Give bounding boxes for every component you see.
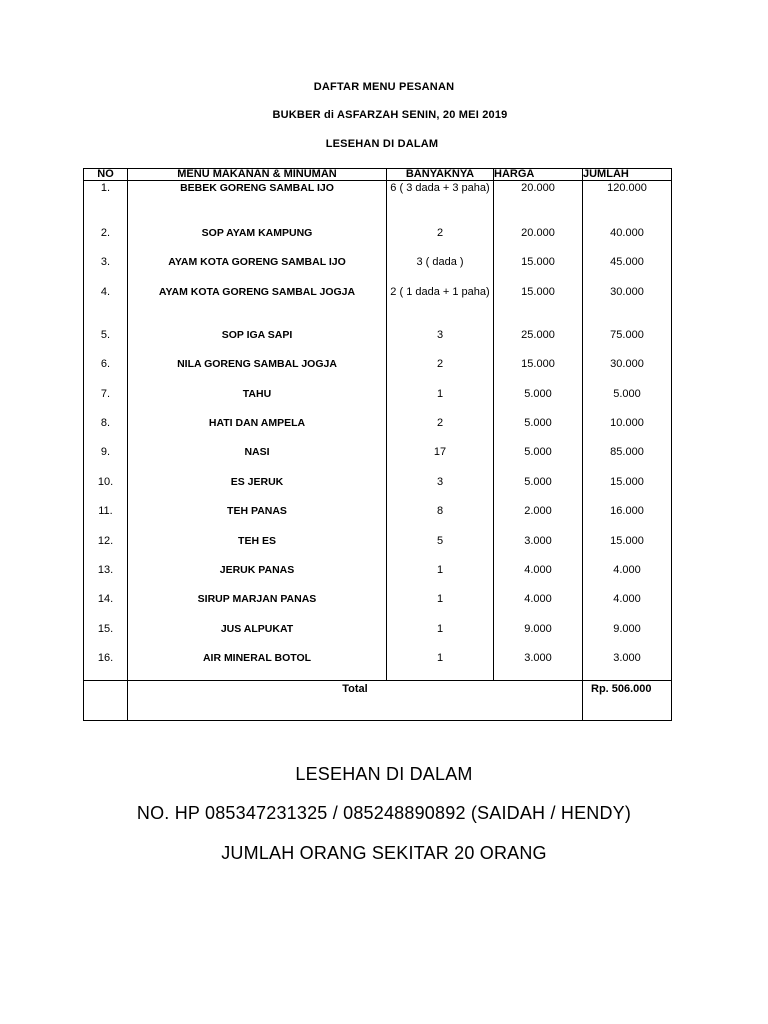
- table-row: [84, 328, 672, 357]
- row-number: 12.: [84, 534, 128, 563]
- row-menu-item: JUS ALPUKAT: [128, 622, 387, 651]
- row-menu-item: SOP AYAM KAMPUNG: [128, 226, 387, 255]
- row-number: 13.: [84, 563, 128, 592]
- table-row: [84, 445, 672, 474]
- row-number: 7.: [84, 387, 128, 416]
- table-row: [84, 226, 672, 255]
- row-price: 3.000: [494, 651, 583, 681]
- row-menu-item: NASI: [128, 445, 387, 474]
- row-menu-item: TEH ES: [128, 534, 387, 563]
- row-price: 20.000: [494, 226, 583, 255]
- row-total: 40.000: [583, 226, 672, 255]
- row-quantity: 2: [387, 357, 494, 386]
- total-row-blank: [84, 681, 128, 721]
- row-total: 4.000: [583, 592, 672, 621]
- row-total: 30.000: [583, 285, 672, 328]
- row-quantity: 1: [387, 387, 494, 416]
- row-price: 5.000: [494, 387, 583, 416]
- row-total: 75.000: [583, 328, 672, 357]
- row-total: 9.000: [583, 622, 672, 651]
- row-quantity: 2 ( 1 dada + 1 paha): [387, 285, 494, 328]
- row-total: 30.000: [583, 357, 672, 386]
- table-row: [84, 181, 672, 227]
- row-menu-item: SOP IGA SAPI: [128, 328, 387, 357]
- row-total: 45.000: [583, 255, 672, 284]
- row-price: 15.000: [494, 255, 583, 284]
- footer-location: LESEHAN DI DALAM: [295, 764, 473, 784]
- table-row: [84, 592, 672, 621]
- row-total: 5.000: [583, 387, 672, 416]
- row-price: 15.000: [494, 285, 583, 328]
- row-price: 3.000: [494, 534, 583, 563]
- row-price: 5.000: [494, 416, 583, 445]
- row-number: 14.: [84, 592, 128, 621]
- table-row: [84, 651, 672, 681]
- row-menu-item: AYAM KOTA GORENG SAMBAL IJO: [128, 255, 387, 284]
- row-number: 5.: [84, 328, 128, 357]
- row-quantity: 8: [387, 504, 494, 533]
- row-total: 10.000: [583, 416, 672, 445]
- row-menu-item: NILA GORENG SAMBAL JOGJA: [128, 357, 387, 386]
- row-number: 8.: [84, 416, 128, 445]
- row-number: 4.: [84, 285, 128, 328]
- table-row: [84, 416, 672, 445]
- document-title: DAFTAR MENU PESANAN: [313, 81, 455, 93]
- row-number: 6.: [84, 357, 128, 386]
- row-total: 85.000: [583, 445, 672, 474]
- row-total: 15.000: [583, 475, 672, 504]
- table-row: [84, 622, 672, 651]
- total-value: Rp. 506.000: [583, 681, 672, 721]
- row-menu-item: TEH PANAS: [128, 504, 387, 533]
- row-quantity: 1: [387, 622, 494, 651]
- column-header-no: NO: [84, 169, 128, 181]
- row-menu-item: JERUK PANAS: [128, 563, 387, 592]
- row-number: 2.: [84, 226, 128, 255]
- footer-people-count: JUMLAH ORANG SEKITAR 20 ORANG: [221, 843, 547, 863]
- row-price: 5.000: [494, 445, 583, 474]
- row-total: 3.000: [583, 651, 672, 681]
- location-subtitle: LESEHAN DI DALAM: [325, 138, 439, 150]
- row-number: 15.: [84, 622, 128, 651]
- order-table: [83, 168, 672, 721]
- row-price: 5.000: [494, 475, 583, 504]
- row-quantity: 3: [387, 328, 494, 357]
- row-total: 16.000: [583, 504, 672, 533]
- row-menu-item: BEBEK GORENG SAMBAL IJO: [128, 181, 387, 227]
- column-header-menu: MENU MAKANAN & MINUMAN: [128, 169, 387, 181]
- row-quantity: 2: [387, 226, 494, 255]
- row-number: 10.: [84, 475, 128, 504]
- row-number: 9.: [84, 445, 128, 474]
- row-quantity: 1: [387, 563, 494, 592]
- row-number: 11.: [84, 504, 128, 533]
- row-price: 2.000: [494, 504, 583, 533]
- row-menu-item: SIRUP MARJAN PANAS: [128, 592, 387, 621]
- total-label: Total: [128, 681, 583, 721]
- column-header-total: JUMLAH: [583, 169, 672, 181]
- row-quantity: 6 ( 3 dada + 3 paha): [387, 181, 494, 227]
- row-price: 9.000: [494, 622, 583, 651]
- row-menu-item: AIR MINERAL BOTOL: [128, 651, 387, 681]
- row-number: 3.: [84, 255, 128, 284]
- row-price: 4.000: [494, 563, 583, 592]
- row-menu-item: AYAM KOTA GORENG SAMBAL JOGJA: [128, 285, 387, 328]
- column-header-quantity: BANYAKNYA: [387, 169, 494, 181]
- table-row: [84, 357, 672, 386]
- row-price: 4.000: [494, 592, 583, 621]
- row-number: 16.: [84, 651, 128, 681]
- table-row: [84, 475, 672, 504]
- row-menu-item: ES JERUK: [128, 475, 387, 504]
- footer-phone: NO. HP 085347231325 / 085248890892 (SAIDAH / HENDY): [136, 803, 632, 823]
- row-total: 4.000: [583, 563, 672, 592]
- table-row: [84, 563, 672, 592]
- row-total: 15.000: [583, 534, 672, 563]
- row-quantity: 3: [387, 475, 494, 504]
- row-quantity: 2: [387, 416, 494, 445]
- table-row: [84, 387, 672, 416]
- event-subtitle: BUKBER di ASFARZAH SENIN, 20 MEI 2019: [272, 109, 508, 121]
- row-quantity: 1: [387, 592, 494, 621]
- row-price: 25.000: [494, 328, 583, 357]
- row-number: 1.: [84, 181, 128, 227]
- table-row: [84, 255, 672, 284]
- table-row: [84, 285, 672, 328]
- table-header-row: [84, 169, 672, 181]
- row-quantity: 3 ( dada ): [387, 255, 494, 284]
- column-header-price: HARGA: [494, 169, 583, 181]
- row-quantity: 17: [387, 445, 494, 474]
- table-row: [84, 504, 672, 533]
- row-quantity: 5: [387, 534, 494, 563]
- row-quantity: 1: [387, 651, 494, 681]
- row-menu-item: TAHU: [128, 387, 387, 416]
- row-price: 20.000: [494, 181, 583, 227]
- total-row: [84, 681, 672, 721]
- row-price: 15.000: [494, 357, 583, 386]
- row-total: 120.000: [583, 181, 672, 227]
- row-menu-item: HATI DAN AMPELA: [128, 416, 387, 445]
- table-row: [84, 534, 672, 563]
